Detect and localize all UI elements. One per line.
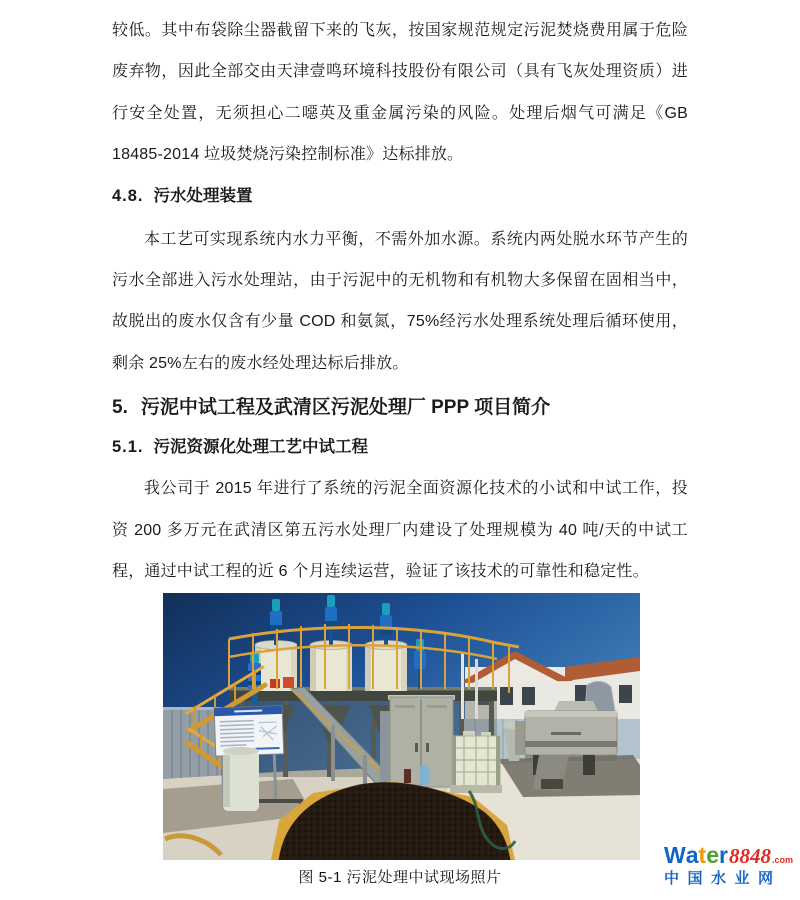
control-cabinets: [380, 695, 455, 787]
paragraph-flue-gas: [112, 10, 688, 176]
heading-5-1: [112, 433, 688, 461]
heading-text: 污泥资源化处理工艺中试工程: [153, 438, 369, 457]
watermark-brand-line: [664, 844, 796, 867]
water8848-watermark: [664, 844, 796, 886]
heading-number: 5.1.: [112, 438, 144, 457]
paragraph-line: 我公司于 2015 年进行了系统的污泥全面资源化技术的小试和中试工作，投: [144, 480, 688, 498]
paragraph-line: 较低。其中布袋除尘器截留下来的飞灰，按国家规范规定污泥焚烧费用属于危险: [112, 22, 688, 39]
brand-letter: t: [698, 842, 707, 868]
pilot-plant-photo: [163, 593, 640, 860]
paragraph-line: 行安全处置，无须担心二噁英及重金属污染的风险。处理后烟气可满足《GB: [112, 104, 688, 122]
text-column: [112, 10, 688, 592]
heading-text: 污泥中试工程及武清区污泥处理厂 PPP 项目简介: [140, 397, 551, 419]
figure-caption: 图 5-1 污泥处理中试现场照片: [298, 869, 502, 886]
brand-letter: a: [685, 842, 699, 868]
brand-letter: W: [664, 842, 686, 868]
brand-letter: e: [706, 842, 719, 868]
watermark-number: 8848: [728, 844, 771, 868]
watermark-tld: .com: [771, 855, 793, 865]
paragraph-line: 故脱出的废水仅含有少量 COD 和氨氮，75%经污水处理系统处理后循环使用，: [112, 313, 688, 331]
paragraph-line: 剩余 25%左右的废水经处理达标后排放。: [112, 354, 409, 372]
paragraph-line: 污水全部进入污水处理站，由于污泥中的无机物和有机物大多保留在固相当中，: [112, 271, 688, 289]
paragraph-wastewater: [112, 219, 688, 385]
watermark-brand-word: [664, 844, 728, 867]
paragraph-line: 资 200 多万元在武清区第五污水处理厂内建设了处理规模为 40 吨/天的中试工: [112, 521, 688, 539]
paragraph-line: 本工艺可实现系统内水力平衡，不需外加水源。系统内两处脱水环节产生的: [144, 230, 688, 248]
paragraph-line: 程，通过中试工程的近 6 个月连续运营，验证了该技术的可靠性和稳定性。: [112, 562, 649, 580]
watermark-cn-name: 中国水业网: [664, 870, 782, 887]
heading-5: [112, 393, 688, 423]
heading-text: 污水处理装置: [153, 186, 253, 205]
paragraph-pilot-project: [112, 468, 688, 592]
heading-number: 5.: [112, 397, 128, 419]
paragraph-line: 废弃物，因此全部交由天津壹鸣环境科技股份有限公司（具有飞灰处理资质）进: [112, 63, 688, 81]
brand-letter: r: [718, 842, 728, 868]
heading-4-8: [112, 182, 688, 210]
heading-number: 4.8.: [112, 186, 144, 205]
paragraph-line: 18485-2014 垃圾焚烧污染控制标准》达标排放。: [112, 146, 464, 164]
